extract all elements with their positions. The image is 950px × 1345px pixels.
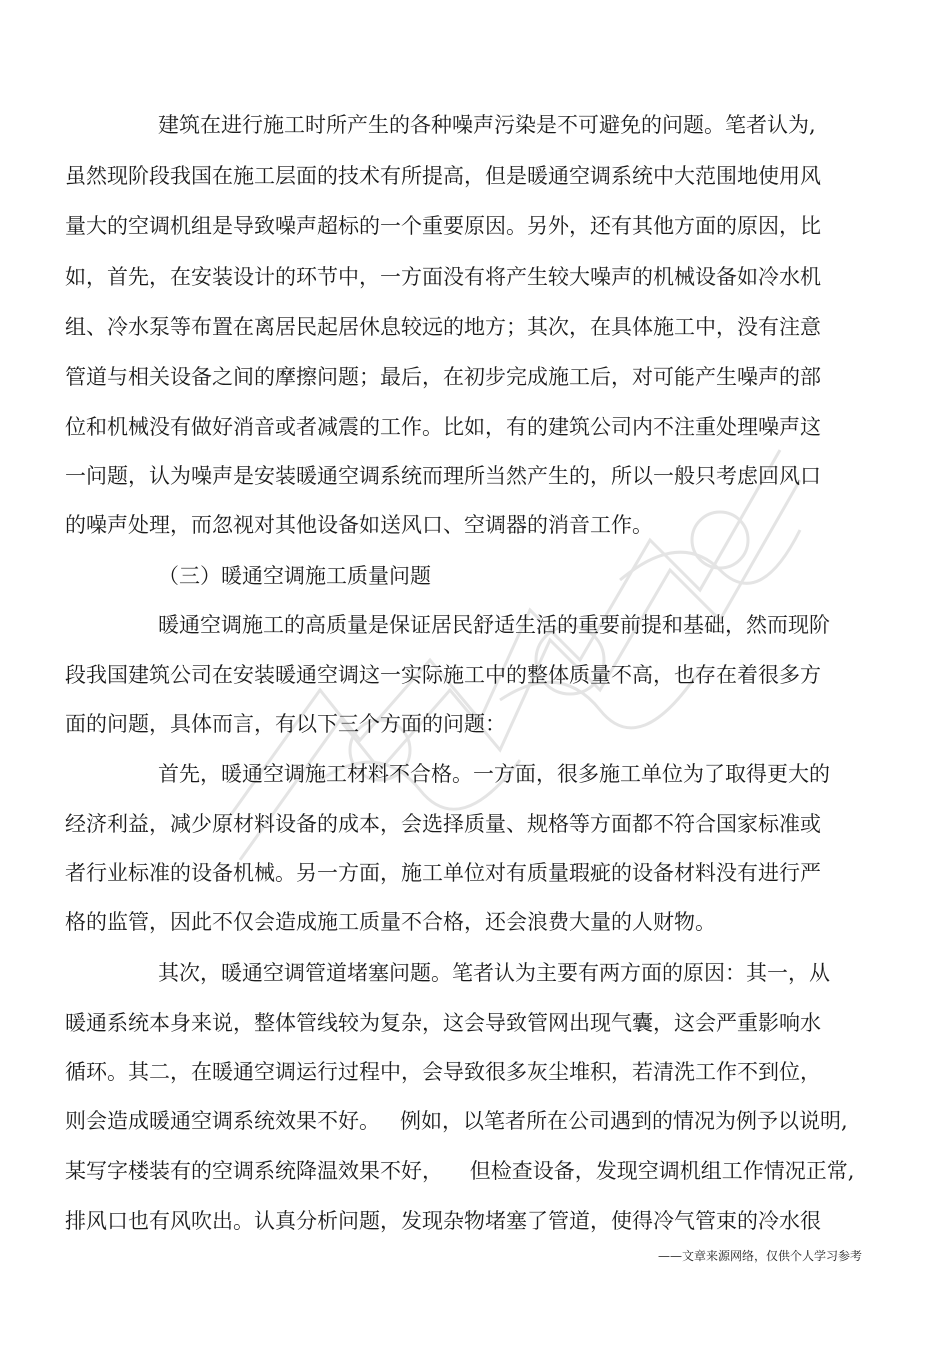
paragraph-line: 则会造成暖通空调系统效果不好。 例如，以笔者所在公司遇到的情况为例予以说明, bbox=[65, 1109, 848, 1133]
paragraph-line: 者行业标准的设备机械。另一方面，施工单位对有质量瑕疵的设备材料没有进行严 bbox=[65, 861, 821, 885]
source-footnote: ——文章来源网络，仅供个人学习参考 bbox=[657, 1249, 862, 1263]
paragraph-line: 暖通空调施工的高质量是保证居民舒适生活的重要前提和基础，然而现阶 bbox=[158, 613, 830, 637]
paragraph-line: 的噪声处理，而忽视对其他设备如送风口、空调器的消音工作。 bbox=[65, 513, 653, 537]
paragraph-line: 排风口也有风吹出。认真分析问题，发现杂物堵塞了管道，使得冷气管束的冷水很 bbox=[65, 1209, 821, 1233]
paragraph-line: 一问题，认为噪声是安装暖通空调系统而理所当然产生的，所以一般只考虑回风口 bbox=[65, 464, 821, 488]
paragraph-line: 其次，暖通空调管道堵塞问题。笔者认为主要有两方面的原因：其一，从 bbox=[158, 961, 830, 985]
paragraph-line: 位和机械没有做好消音或者减震的工作。比如，有的建筑公司内不注重处理噪声这 bbox=[65, 415, 821, 439]
paragraph-line: 面的问题，具体而言，有以下三个方面的问题： bbox=[65, 712, 506, 736]
paragraph-line: 经济利益，减少原材料设备的成本，会选择质量、规格等方面都不符合国家标准或 bbox=[65, 812, 821, 836]
paragraph-line: 暖通系统本身来说，整体管线较为复杂，这会导致管网出现气囊，这会严重影响水 bbox=[65, 1011, 821, 1035]
paragraph-line: 某写字楼装有的空调系统降温效果不好， 但检查设备，发现空调机组工作情况正常, bbox=[65, 1159, 855, 1183]
paragraph-line: 组、冷水泵等布置在离居民起居休息较远的地方；其次，在具体施工中，没有注意 bbox=[65, 315, 821, 339]
paragraph-line: 循环。其二，在暖通空调运行过程中，会导致很多灰尘堆积，若清洗工作不到位， bbox=[65, 1060, 821, 1084]
paragraph-line: 建筑在进行施工时所产生的各种噪声污染是不可避免的问题。笔者认为, bbox=[158, 113, 816, 137]
paragraph-line: 量大的空调机组是导致噪声超标的一个重要原因。另外，还有其他方面的原因，比 bbox=[65, 214, 821, 238]
paragraph-line: 格的监管，因此不仅会造成施工质量不合格，还会浪费大量的人财物。 bbox=[65, 910, 716, 934]
section-heading: （三）暖通空调施工质量问题 bbox=[158, 564, 431, 588]
paragraph-line: 段我国建筑公司在安装暖通空调这一实际施工中的整体质量不高，也存在着很多方 bbox=[65, 663, 821, 687]
paragraph-line: 如，首先，在安装设计的环节中，一方面没有将产生较大噪声的机械设备如冷水机 bbox=[65, 265, 821, 289]
paragraph-line: 管道与相关设备之间的摩擦问题；最后，在初步完成施工后，对可能产生噪声的部 bbox=[65, 365, 821, 389]
paragraph-line: 虽然现阶段我国在施工层面的技术有所提高，但是暖通空调系统中大范围地使用风 bbox=[65, 164, 821, 188]
paragraph-line: 首先，暖通空调施工材料不合格。一方面，很多施工单位为了取得更大的 bbox=[158, 762, 830, 786]
